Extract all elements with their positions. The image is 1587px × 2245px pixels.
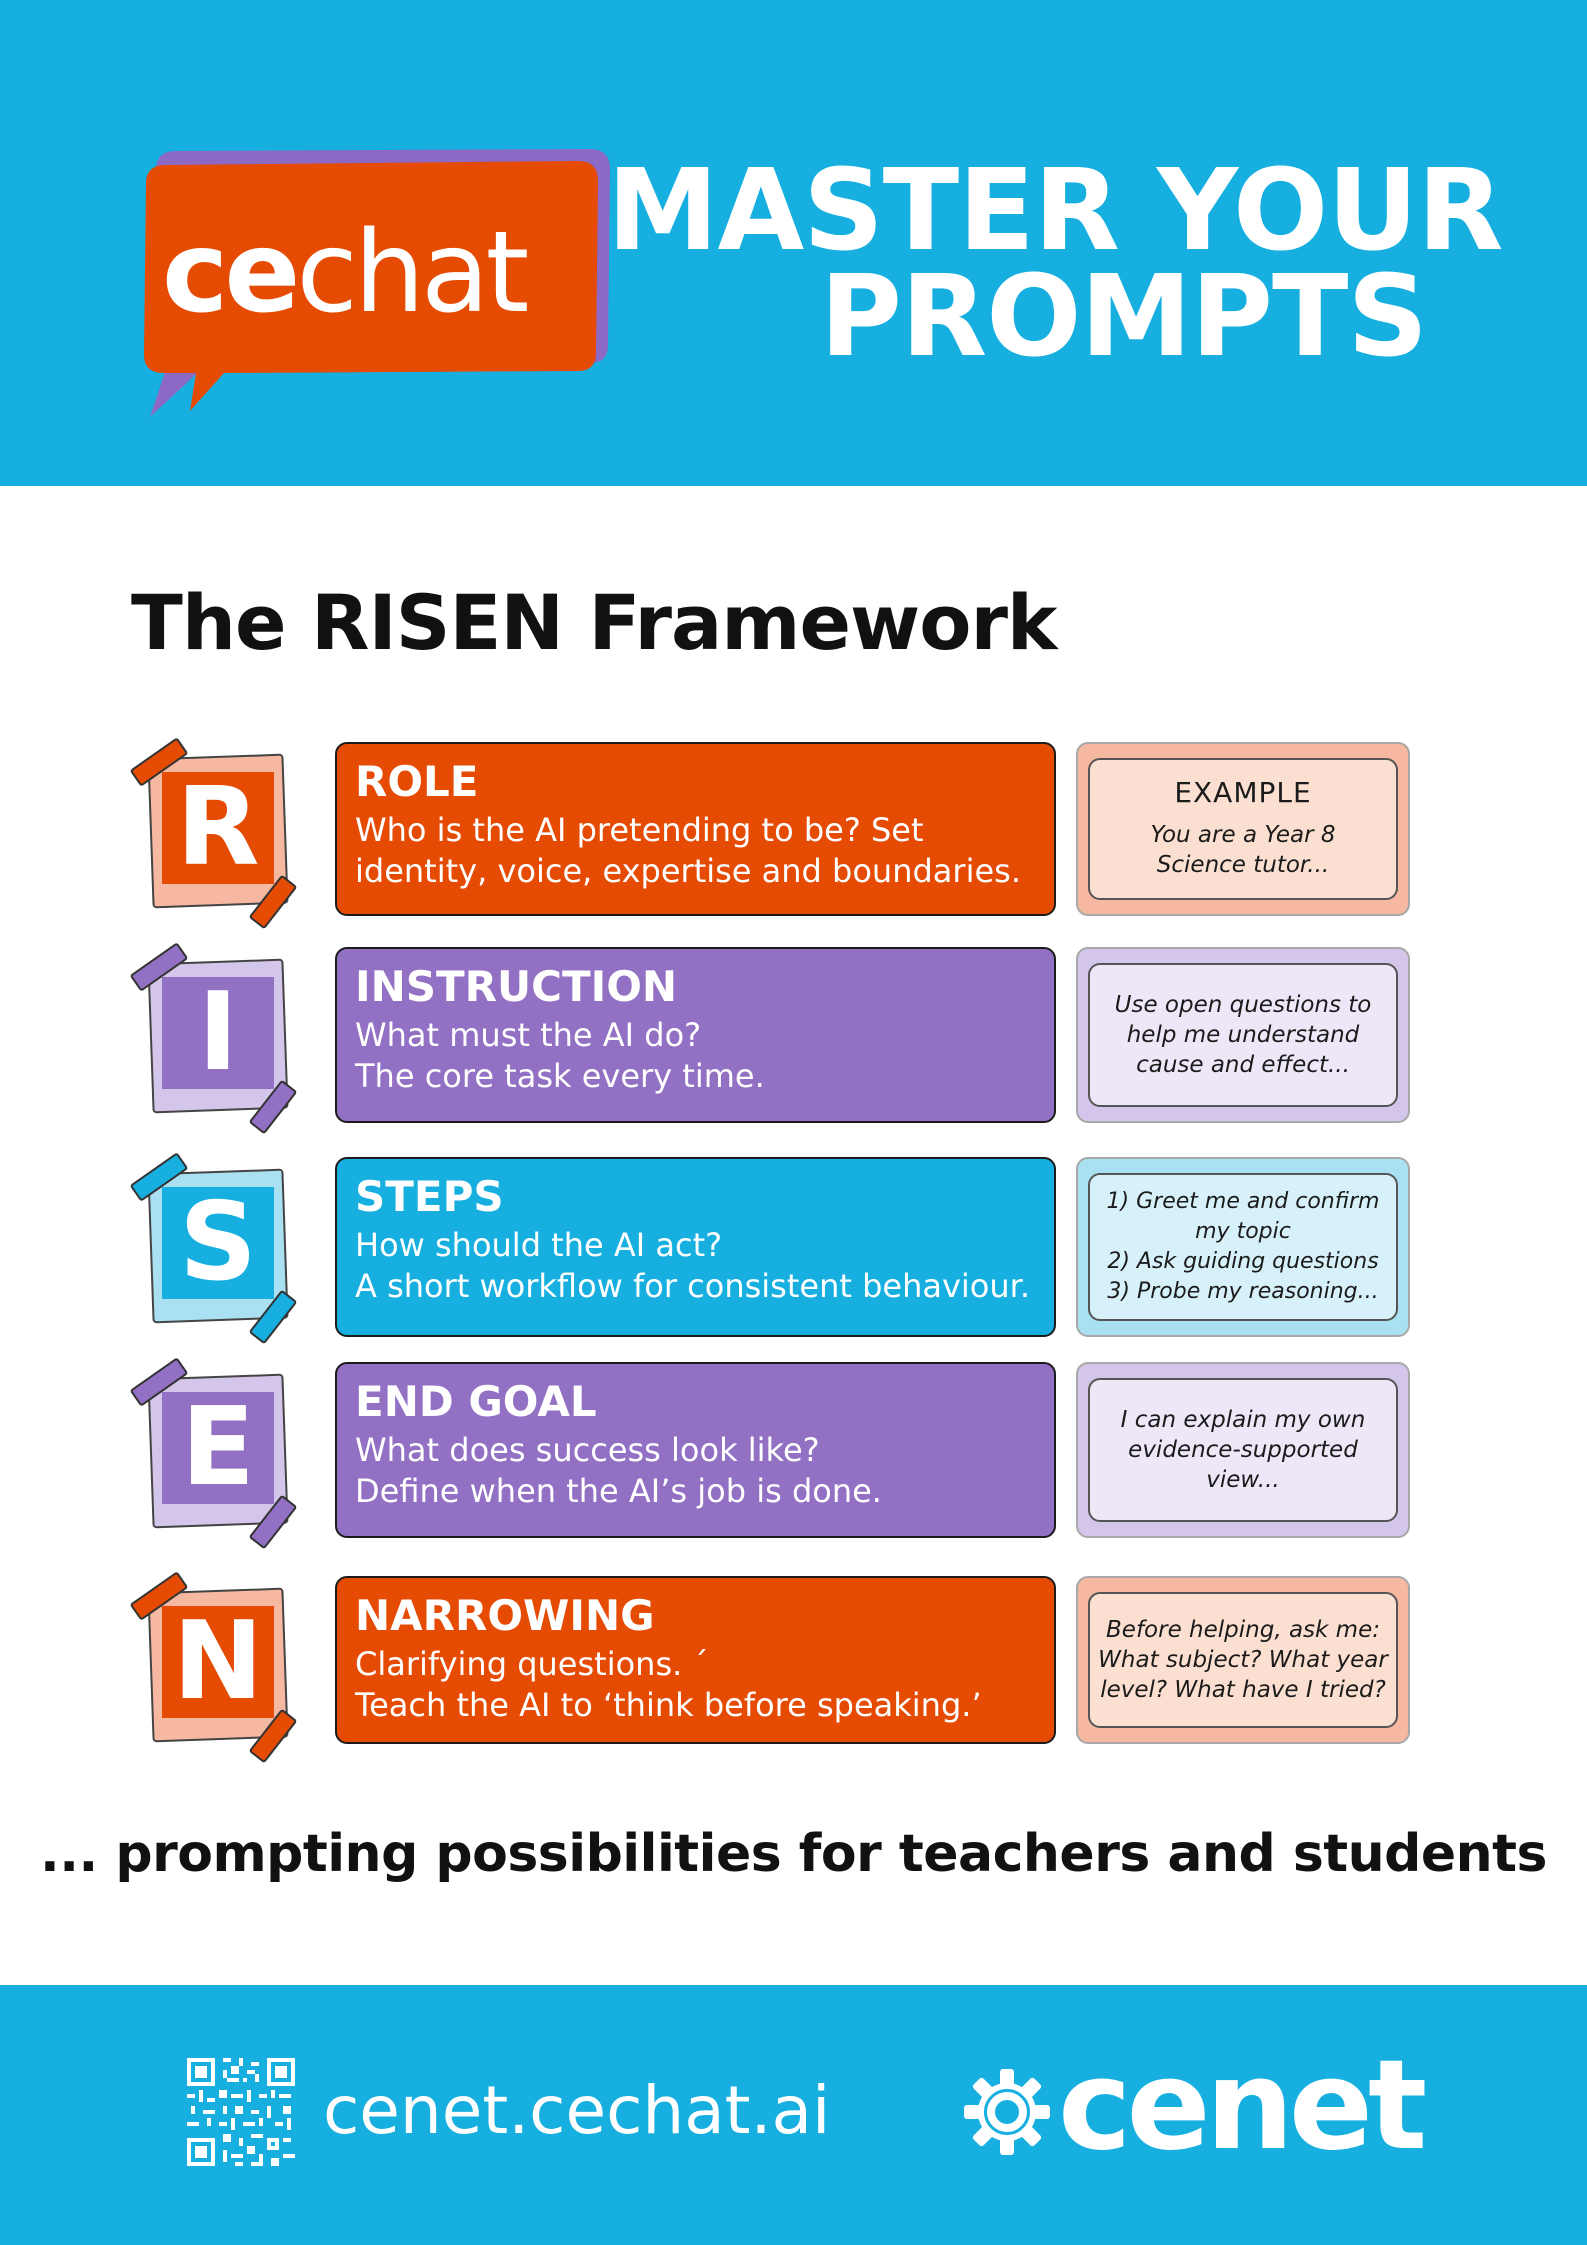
logo-text-bold: ce bbox=[162, 208, 297, 338]
example-line: 1) Greet me and confirm bbox=[1106, 1189, 1380, 1214]
tagline: ... prompting possibilities for teachers and students bbox=[40, 1824, 1547, 1884]
qr-code-icon[interactable] bbox=[187, 2058, 295, 2166]
example-line: level? What have I tried? bbox=[1100, 1677, 1386, 1703]
example-line: You are a Year 8 bbox=[1150, 822, 1336, 848]
role-desc-line: identity, voice, expertise and boundaries. bbox=[355, 852, 1021, 890]
instruction-example-box bbox=[1076, 947, 1410, 1123]
role-desc-line: Who is the AI pretending to be? Set bbox=[355, 811, 924, 849]
logo-text-light: chat bbox=[296, 208, 526, 338]
example-line: cause and effect... bbox=[1136, 1052, 1350, 1078]
example-line: my topic bbox=[1195, 1219, 1291, 1244]
steps-desc-line: A short workflow for consistent behaviour. bbox=[355, 1267, 1031, 1305]
instruction-card bbox=[335, 947, 1056, 1123]
example-label: EXAMPLE bbox=[1174, 776, 1312, 809]
letter-tile-i bbox=[128, 947, 298, 1117]
gear-icon bbox=[962, 2067, 1052, 2157]
end-goal-description bbox=[355, 1430, 1036, 1512]
role-card bbox=[335, 742, 1056, 916]
narrowing-desc-line: Teach the AI to ‘think before speaking.’ bbox=[355, 1686, 982, 1724]
end-goal-example bbox=[1088, 1378, 1398, 1522]
narrowing-desc-line: Clarifying questions. ´ bbox=[355, 1645, 709, 1683]
instruction-description bbox=[355, 1015, 1036, 1097]
steps-desc-line: How should the AI act? bbox=[355, 1226, 723, 1264]
end-goal-desc-line: Define when the AI’s job is done. bbox=[355, 1472, 882, 1510]
tile-letter: S bbox=[179, 1180, 257, 1305]
example-line: help me understand bbox=[1126, 1022, 1360, 1048]
narrowing-card bbox=[335, 1576, 1056, 1744]
example-line: 3) Probe my reasoning... bbox=[1107, 1279, 1379, 1304]
steps-card bbox=[335, 1157, 1056, 1337]
page-title-line1: MASTER YOUR bbox=[607, 146, 1503, 276]
letter-tile-n bbox=[128, 1576, 298, 1746]
footer-banner bbox=[0, 1985, 1587, 2245]
letter-tile-e bbox=[128, 1362, 298, 1532]
steps-heading: STEPS bbox=[355, 1172, 504, 1221]
website-link[interactable]: cenet.cechat.ai bbox=[323, 2072, 831, 2149]
role-description bbox=[355, 810, 1036, 892]
example-line: view... bbox=[1206, 1467, 1280, 1493]
example-line: Before helping, ask me: bbox=[1106, 1617, 1380, 1643]
steps-example-box bbox=[1076, 1157, 1410, 1337]
narrowing-heading: NARROWING bbox=[355, 1591, 655, 1640]
role-example bbox=[1088, 758, 1398, 900]
letter-tile-r bbox=[128, 742, 298, 912]
example-line: What subject? What year bbox=[1098, 1647, 1388, 1673]
cenet-logo bbox=[958, 2034, 1423, 2178]
tile-letter: I bbox=[197, 970, 239, 1095]
example-line: evidence-supported bbox=[1128, 1437, 1358, 1463]
cenet-wordmark: cenet bbox=[1058, 2034, 1423, 2178]
tile-letter: N bbox=[172, 1599, 264, 1724]
tile-letter: E bbox=[181, 1385, 255, 1510]
instruction-desc-line: What must the AI do? bbox=[355, 1016, 702, 1054]
example-line: Science tutor... bbox=[1156, 852, 1330, 878]
narrowing-example-box bbox=[1076, 1576, 1410, 1744]
instruction-desc-line: The core task every time. bbox=[355, 1057, 765, 1095]
narrowing-example bbox=[1088, 1592, 1398, 1728]
narrowing-description bbox=[355, 1644, 1036, 1726]
page-title-line2: PROMPTS bbox=[819, 252, 1427, 382]
end-goal-heading: END GOAL bbox=[355, 1377, 597, 1426]
end-goal-card bbox=[335, 1362, 1056, 1538]
letter-tile-s bbox=[128, 1157, 298, 1327]
end-goal-desc-line: What does success look like? bbox=[355, 1431, 820, 1469]
instruction-heading: INSTRUCTION bbox=[355, 962, 678, 1011]
example-line: 2) Ask guiding questions bbox=[1107, 1249, 1379, 1274]
steps-example bbox=[1088, 1173, 1398, 1321]
role-example-box bbox=[1076, 742, 1410, 916]
framework-title: The RISEN Framework bbox=[131, 578, 1057, 667]
end-goal-example-box bbox=[1076, 1362, 1410, 1538]
example-line: Use open questions to bbox=[1114, 992, 1372, 1018]
instruction-example bbox=[1088, 963, 1398, 1107]
role-heading: ROLE bbox=[355, 757, 479, 806]
example-line: I can explain my own bbox=[1120, 1407, 1366, 1433]
steps-description bbox=[355, 1225, 1036, 1307]
tile-letter: R bbox=[176, 765, 260, 890]
